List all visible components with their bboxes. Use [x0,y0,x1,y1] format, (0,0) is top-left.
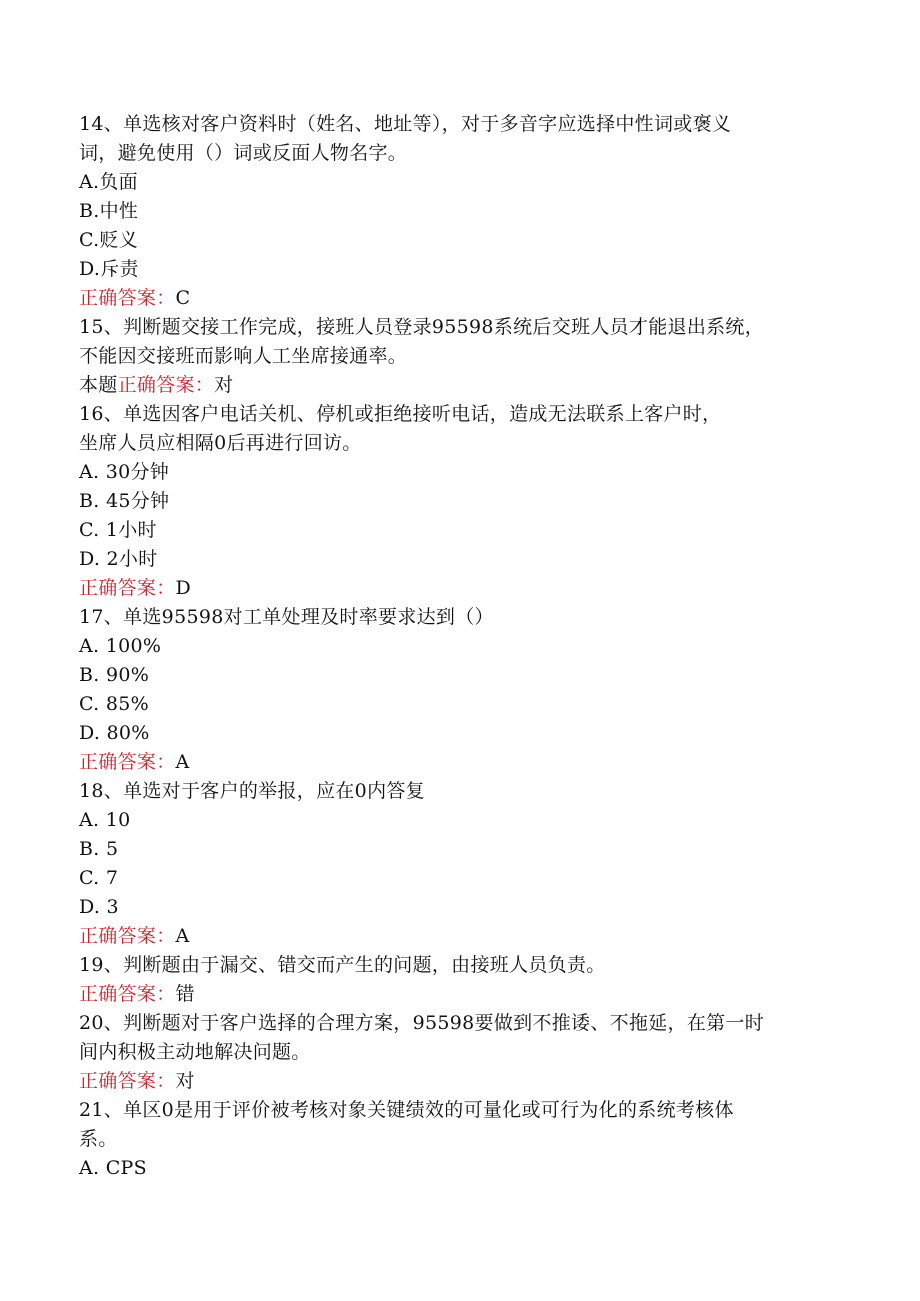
question-15-stem-line-2: 不能因交接班而影响人工坐席接通率。 [79,345,408,367]
answer-label: 正确答案： [79,925,176,947]
question-15-answer [79,373,233,397]
answer-value: 对 [175,1070,195,1092]
question-14-option-d: D.斥责 [79,258,139,280]
question-21-option-a: A. CPS [79,1157,147,1179]
question-14-stem-line-2: 词，避免使用（）词或反面人物名字。 [79,142,408,164]
question-20-stem-line-1: 20、判断题对于客户选择的合理方案，95598要做到不推诿、不拖延，在第一时 [79,1012,765,1034]
question-16-option-a: A. 30分钟 [79,461,170,483]
question-15-stem-line-1: 15、判断题交接工作完成，接班人员登录95598系统后交班人员才能退出系统， [79,316,765,338]
answer-value: D [175,577,192,599]
question-14-option-a: A.负面 [79,171,138,193]
answer-label: 正确答案： [79,287,176,309]
question-16-option-b: B. 45分钟 [79,490,170,512]
answer-value: A [175,925,190,947]
question-16-stem-line-1: 16、单选因客户电话关机、停机或拒绝接听电话，造成无法联系上客户时， [79,403,722,425]
answer-label: 正确答案： [117,374,215,396]
answer-label: 正确答案： [79,751,176,773]
answer-label: 正确答案： [79,983,176,1005]
question-18-option-c: C. 7 [79,867,119,889]
question-14-option-b: B.中性 [79,200,139,222]
answer-value: A [175,751,190,773]
question-21-stem-line-1: 21、单区0是用于评价被考核对象关键绩效的可量化或可行为化的系统考核体 [79,1099,734,1121]
question-14-option-c: C.贬义 [79,229,139,251]
question-20-stem-line-2: 间内积极主动地解决问题。 [79,1041,311,1063]
question-16-option-d: D. 2小时 [79,548,158,570]
answer-value: 错 [175,983,195,1005]
question-17-option-a: A. 100% [79,635,162,657]
answer-label: 正确答案： [79,577,176,599]
question-21-stem-line-2: 系。 [79,1128,118,1150]
question-19-stem-line-1: 19、判断题由于漏交、错交而产生的问题，由接班人员负责。 [79,954,606,976]
answer-label: 正确答案： [79,1070,176,1092]
question-20-answer [79,1069,195,1093]
question-17-option-c: C. 85% [79,693,149,715]
question-19-answer [79,982,195,1006]
question-17-answer [79,750,190,774]
question-17-stem-line-1: 17、单选95598对工单处理及时率要求达到（） [79,606,494,628]
question-18-option-a: A. 10 [79,809,131,831]
question-16-answer [79,576,191,600]
question-14-answer [79,286,190,310]
question-18-answer [79,924,190,948]
question-16-stem-line-2: 坐席人员应相隔0后再进行回访。 [79,432,362,454]
question-18-option-d: D. 3 [79,896,119,918]
question-18-option-b: B. 5 [79,838,119,860]
question-17-option-d: D. 80% [79,722,150,744]
answer-prefix: 本题 [79,374,118,396]
answer-value: C [175,287,191,309]
question-14-stem-line-1: 14、单选核对客户资料时（姓名、地址等），对于多音字应选择中性词或褒义 [79,113,732,135]
question-18-stem-line-1: 18、单选对于客户的举报，应在0内答复 [79,780,425,802]
question-17-option-b: B. 90% [79,664,150,686]
question-16-option-c: C. 1小时 [79,519,157,541]
answer-value: 对 [214,374,234,396]
